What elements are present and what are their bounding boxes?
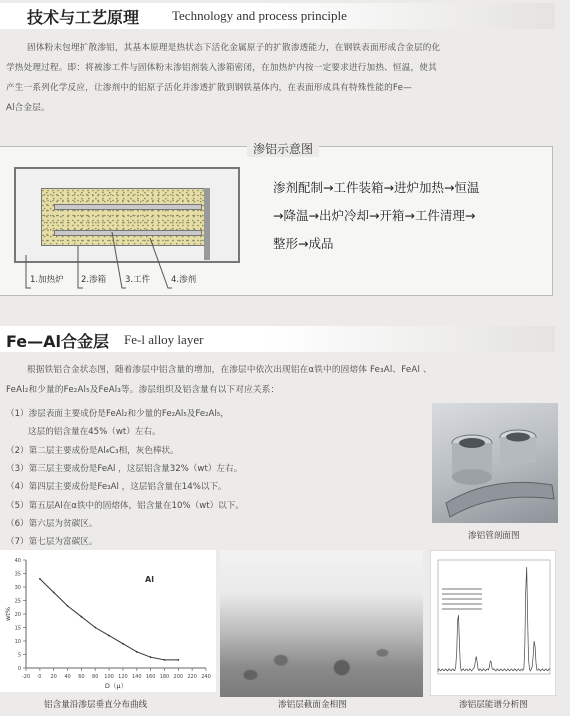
x-axis-label: D（μ）: [104, 682, 128, 690]
alloy-intro: [6, 360, 432, 400]
y-tick-label: 35: [14, 571, 21, 578]
layer-item-6: （6）第六层为贫碳区。: [6, 519, 98, 529]
intro-line: 根据铁铝合金状态图，随着渗层中铝含量的增加，在渗层中依次出现铝在α铁中的固熔体 Fe₃Al、FeAl 、: [27, 365, 432, 375]
diagram-leader-lines: [0, 0, 570, 300]
x-tick-label: 60: [78, 674, 85, 680]
layer-item-3: （3）第三层主要成份是FeAl ，这层铝含量32%（wt）左右。: [6, 464, 243, 474]
al-data-point: [94, 627, 96, 629]
layer-item-1-cont: 这层的铝含量在45%（wt）左右。: [28, 427, 161, 437]
alloy-title-cn: Fe—Al合金层: [6, 332, 110, 351]
diagram-title: 渗铝示意图: [247, 140, 319, 157]
label-agent: 4.渗剂: [171, 275, 197, 285]
spectrum-table-row: [442, 603, 482, 605]
layer-item-1: （1）渗层表面主要成份是FeAl₂和少量的Fe₂Al₅及Fe₂Al₅，: [6, 409, 229, 419]
pipe-drawing: [432, 403, 558, 523]
y-tick-label: 15: [14, 625, 21, 632]
al-data-point: [177, 659, 179, 661]
x-tick-label: 220: [187, 674, 197, 680]
al-data-point: [67, 605, 69, 607]
al-data-point: [136, 651, 138, 653]
y-tick-label: 25: [14, 598, 21, 605]
al-content-curve-chart: [0, 550, 216, 692]
spectrum-table-row: [442, 588, 482, 590]
x-tick-label: 180: [159, 674, 170, 680]
label-furnace: 1.加热炉: [30, 275, 64, 285]
label-workpiece: 3.工件: [125, 275, 151, 285]
x-tick-label: 120: [118, 674, 128, 680]
y-axis-label: wt%: [4, 606, 12, 622]
al-data-point: [164, 659, 166, 661]
intro-line: FeAl₂和少量的Fe₂Al₅及FeAl₃等。渗层组织及铝含量有以下对应关系：: [6, 385, 280, 395]
al-data-point: [108, 635, 110, 637]
al-data-point: [150, 656, 152, 658]
paragraph-line: 产生一系列化学反应，让渗剂中的铝原子活化并渗透扩散到钢铁基体内，在表面形成具有特殊性能的Fe—: [6, 83, 412, 93]
x-tick-label: 240: [201, 674, 211, 680]
spectrum-table-row: [442, 608, 482, 610]
al-data-point: [80, 616, 82, 618]
x-tick-label: 160: [145, 674, 156, 680]
x-tick-label: 20: [50, 674, 57, 680]
x-tick-label: 140: [131, 674, 142, 680]
layer-item-2: （2）第二层主要成份是Al₄C₃相，灰色棒状。: [6, 446, 179, 456]
y-tick-label: 5: [17, 652, 21, 659]
paragraph-line: 学热处理过程。即：将被渗工件与固体粉末渗铝剂装入渗箱密闭，在加热炉内按一定要求进行加热、恒温，使其: [6, 63, 437, 73]
paragraph-line: 固体粉末包埋扩散渗铝，其基本原理是热状态下活化金属原子的扩散渗透能力，在钢铁表面形成合金层的化: [27, 43, 441, 53]
layer-item-5: （5）第五层Al在α铁中的固熔体，铝含量在10%（wt）以下。: [6, 501, 244, 511]
y-tick-label: 10: [14, 639, 21, 645]
legend-al: Al: [145, 575, 154, 584]
layer-item-7: （7）第七层为富碳区。: [6, 537, 98, 547]
spectrum-table-row: [442, 598, 482, 600]
label-box: 2.渗箱: [81, 275, 107, 285]
process-line-3: 整形→成品: [273, 236, 334, 251]
al-data-point: [122, 643, 124, 645]
x-tick-label: 100: [104, 674, 114, 680]
pipe-photo-caption: 渗铝管剖面图: [468, 531, 520, 541]
y-tick-label: 20: [14, 612, 21, 618]
section-title-en: Technology and process principle: [172, 8, 347, 23]
process-line-1: 渗剂配制→工件装箱→进炉加热→恒温: [273, 180, 480, 195]
x-tick-label: 80: [92, 674, 99, 680]
x-tick-label: 0: [38, 674, 42, 680]
curve-chart-caption: 铝含量沿渗层垂直分布曲线: [44, 700, 148, 710]
eds-spectrum-chart: [430, 550, 556, 696]
process-line-2: →降温→出炉冷却→开箱→工件清理→: [273, 208, 476, 223]
paragraph-line: Al合金层。: [6, 103, 50, 113]
x-tick-label: -20: [21, 674, 31, 680]
y-tick-label: 40: [14, 558, 21, 564]
micro-photo-caption: 渗铝层截面金相图: [278, 700, 347, 710]
al-data-point: [53, 592, 55, 594]
section-title-cn: 技术与工艺原理: [27, 8, 140, 27]
spectrum-caption: 渗铝层能谱分析图: [459, 700, 528, 710]
x-tick-label: 200: [173, 674, 184, 680]
pipe-cross-section-photo: [432, 403, 558, 523]
al-data-point: [39, 578, 41, 580]
alloy-title-en: Fe-l alloy layer: [124, 332, 204, 347]
spectrum-table-row: [442, 593, 482, 595]
y-tick-label: 30: [14, 585, 21, 591]
metallograph-photo: [220, 550, 423, 697]
layer-item-4: （4）第四层主要成份是Fe₃Al ，这层铝含量在14%以下。: [6, 482, 227, 492]
y-tick-label: 0: [17, 666, 21, 672]
x-tick-label: 40: [64, 674, 71, 680]
